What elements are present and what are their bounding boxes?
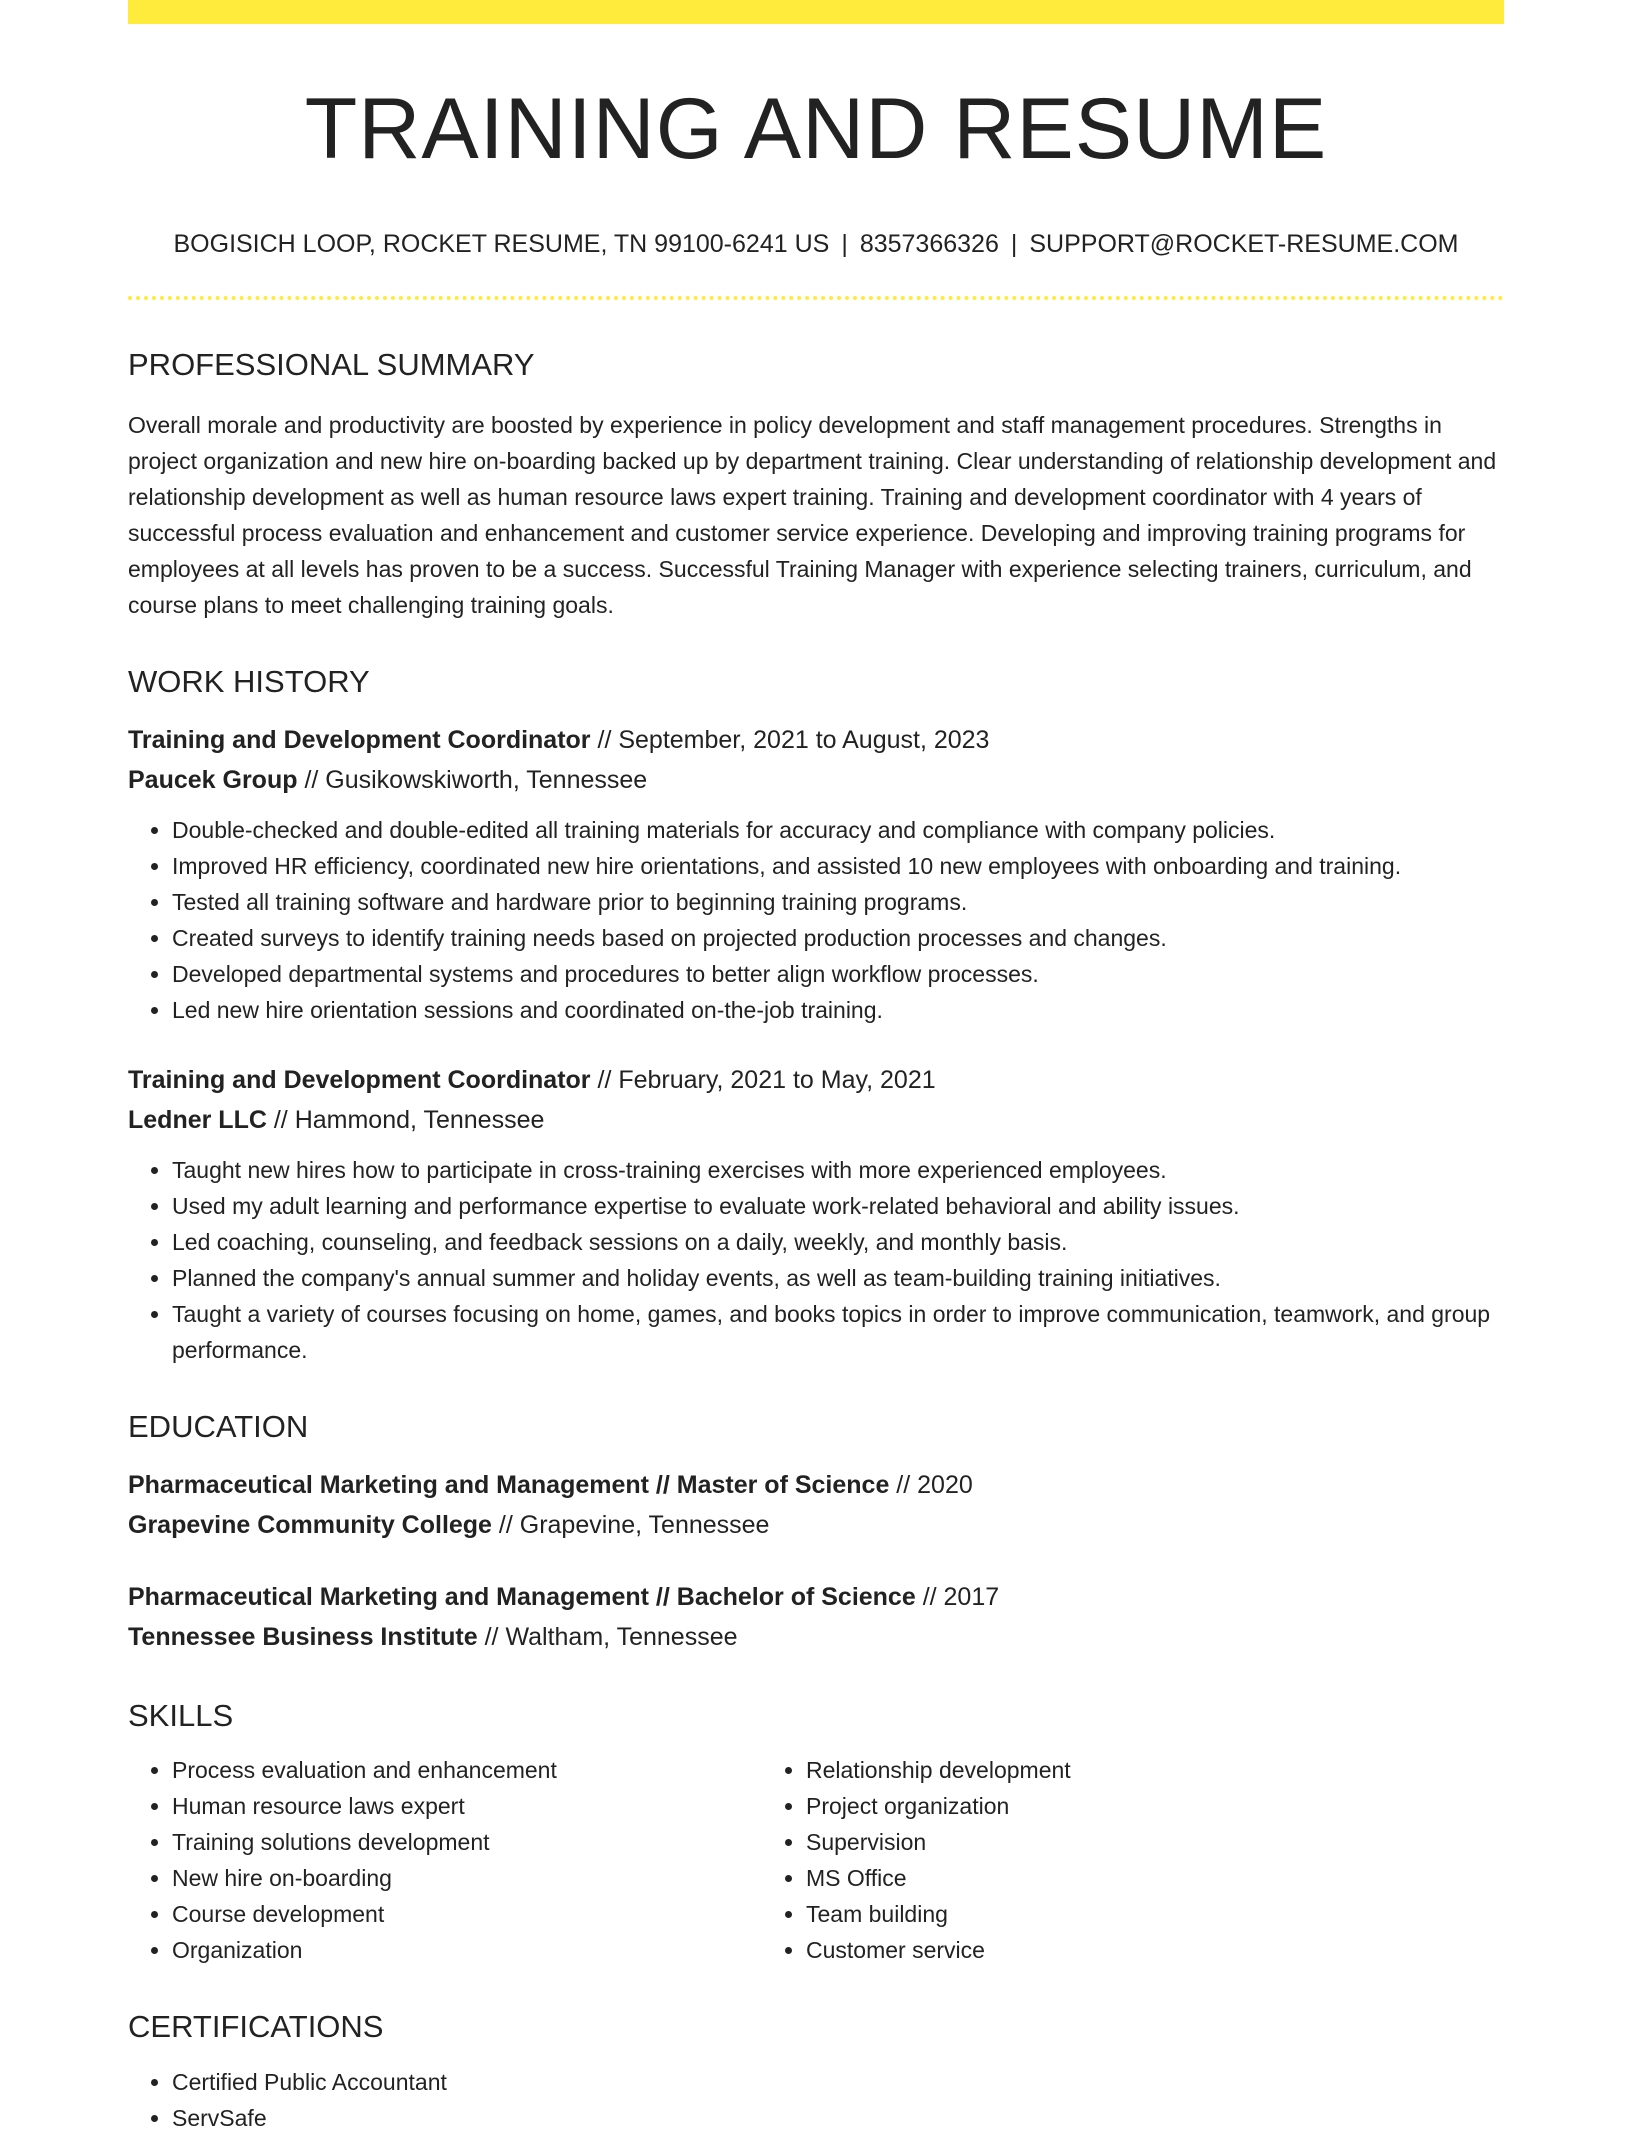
- skills-heading: SKILLS: [128, 1698, 234, 1734]
- job-bullet: • Taught a variety of courses focusing on home, games, and books topics in order to improve communication, teamwork, and group performance.: [172, 1296, 1504, 1368]
- contact-line: [128, 229, 1504, 259]
- job-bullets: [128, 812, 1504, 1028]
- resume-name: TRAINING AND RESUME: [304, 81, 1328, 177]
- skills-right-list: [762, 1752, 1462, 1968]
- education-location: // Waltham, Tennessee: [477, 1623, 738, 1652]
- contact-phone: 8357366326: [859, 229, 999, 258]
- job-company-line: [128, 1100, 1504, 1140]
- accent-top-bar: [128, 0, 1504, 24]
- skill-item: • Training solutions development: [172, 1824, 762, 1860]
- work-history-heading: WORK HISTORY: [128, 663, 370, 699]
- certifications-heading: CERTIFICATIONS: [128, 2009, 384, 2045]
- skills-columns: [128, 1752, 1504, 1968]
- job-title-line: [128, 720, 1504, 760]
- education-school-line: [128, 1505, 1504, 1545]
- summary-heading: PROFESSIONAL SUMMARY: [128, 346, 535, 382]
- skills-left-list: [128, 1752, 762, 1968]
- job-bullet: • Double-checked and double-edited all training materials for accuracy and compliance with company policies.: [172, 812, 1504, 848]
- job-bullet: • Created surveys to identify training needs based on projected production processes and changes.: [172, 920, 1504, 956]
- education-degree-line: [128, 1577, 1504, 1617]
- skill-item: • Organization: [172, 1932, 762, 1968]
- job-entry: [128, 720, 1504, 1028]
- skill-item: • Relationship development: [806, 1752, 1462, 1788]
- education-entry: [128, 1577, 1504, 1657]
- resume-page: [128, 0, 1504, 2136]
- job-bullet: • Led new hire orientation sessions and coordinated on-the-job training.: [172, 992, 1504, 1028]
- skill-item: • New hire on-boarding: [172, 1860, 762, 1896]
- education-school: Grapevine Community College: [128, 1511, 492, 1540]
- skill-item: • Customer service: [806, 1932, 1462, 1968]
- skill-item: • Supervision: [806, 1824, 1462, 1860]
- contact-email: SUPPORT@ROCKET-RESUME.COM: [1029, 229, 1459, 258]
- certification-item: • Certified Public Accountant: [172, 2064, 1504, 2100]
- contact-separator: |: [841, 229, 848, 258]
- job-bullet: • Taught new hires how to participate in cross-training exercises with more experienced employees.: [172, 1152, 1504, 1188]
- job-bullet: • Tested all training software and hardware prior to beginning training programs.: [172, 884, 1504, 920]
- job-position: Training and Development Coordinator: [128, 725, 591, 754]
- job-bullet: • Led coaching, counseling, and feedback sessions on a daily, weekly, and monthly basis.: [172, 1224, 1504, 1260]
- job-company: Paucek Group: [128, 765, 298, 794]
- summary-text: Overall morale and productivity are boosted by experience in policy development and staff management procedures. Strengths in project organization and new hire on-boarding backed up by department training. Clear understanding of relationship development and relationship development as well as human resource laws expert training. Training and development coordinator with 4 years of successful process evaluation and enhancement and customer service experience. Developing and improving training programs for employees at all levels has proven to be a success. Successful Training Manager with experience selecting trainers, curriculum, and course plans to meet challenging training goals.: [128, 411, 1497, 618]
- contact-address: BOGISICH LOOP, ROCKET RESUME, TN 99100-6241 US: [173, 229, 830, 258]
- skill-item: • MS Office: [806, 1860, 1462, 1896]
- job-position: Training and Development Coordinator: [128, 1065, 591, 1094]
- education-school: Tennessee Business Institute: [128, 1623, 478, 1652]
- skill-item: • Human resource laws expert: [172, 1788, 762, 1824]
- job-location: // Gusikowskiworth, Tennessee: [297, 765, 648, 794]
- education-degree-line: [128, 1465, 1504, 1505]
- education-location: // Grapevine, Tennessee: [491, 1511, 770, 1540]
- education-entry: [128, 1465, 1504, 1545]
- skill-item: • Team building: [806, 1896, 1462, 1932]
- education-heading: EDUCATION: [128, 1408, 309, 1444]
- job-location: // Hammond, Tennessee: [266, 1105, 545, 1134]
- education-year: // 2017: [915, 1583, 1000, 1612]
- job-title-line: [128, 1060, 1504, 1100]
- dotted-divider: [128, 296, 1504, 300]
- job-entry: [128, 1060, 1504, 1368]
- job-bullet: • Planned the company's annual summer and holiday events, as well as team-building training initiatives.: [172, 1260, 1504, 1296]
- job-dates: // September, 2021 to August, 2023: [590, 725, 990, 754]
- job-bullet: • Improved HR efficiency, coordinated new hire orientations, and assisted 10 new employees with onboarding and training.: [172, 848, 1504, 884]
- skill-item: • Process evaluation and enhancement: [172, 1752, 762, 1788]
- education-degree: Pharmaceutical Marketing and Management // Master of Science: [128, 1471, 890, 1500]
- job-dates: // February, 2021 to May, 2021: [590, 1065, 936, 1094]
- certifications-list: [128, 2064, 1504, 2136]
- job-bullet: • Developed departmental systems and procedures to better align workflow processes.: [172, 956, 1504, 992]
- job-company: Ledner LLC: [128, 1105, 267, 1134]
- contact-separator: |: [1010, 229, 1018, 258]
- job-company-line: [128, 760, 1504, 800]
- skill-item: • Course development: [172, 1896, 762, 1932]
- certification-item: • ServSafe: [172, 2100, 1504, 2136]
- education-school-line: [128, 1617, 1504, 1657]
- education-year: // 2020: [889, 1471, 973, 1500]
- job-bullets: [128, 1152, 1504, 1368]
- skill-item: • Project organization: [806, 1788, 1462, 1824]
- education-degree: Pharmaceutical Marketing and Management // Bachelor of Science: [128, 1583, 916, 1612]
- job-bullet: • Used my adult learning and performance expertise to evaluate work-related behavioral and ability issues.: [172, 1188, 1504, 1224]
